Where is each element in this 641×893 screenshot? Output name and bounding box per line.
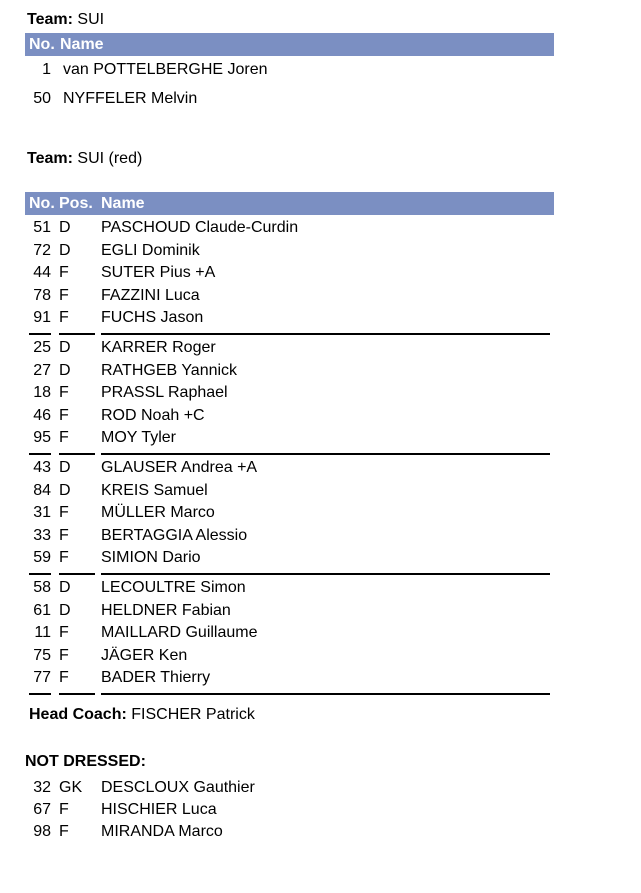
line-separator	[59, 333, 95, 335]
header-name: Name	[101, 195, 145, 212]
player-name: DESCLOUX Gauthier	[101, 779, 255, 796]
line-separator	[101, 453, 550, 455]
not-dressed-title-line	[25, 753, 146, 771]
player-name: GLAUSER Andrea +A	[101, 459, 258, 476]
line-separator	[59, 693, 95, 695]
player-position: F	[59, 646, 69, 664]
player-position: F	[59, 823, 69, 840]
player-number: 50	[33, 90, 51, 107]
player-position: F	[59, 504, 69, 521]
player-position: GK	[59, 779, 83, 796]
player-number: 11	[34, 624, 51, 641]
player-position: D	[59, 459, 71, 476]
player-name: BADER Thierry	[101, 669, 211, 686]
header-no: No.	[29, 36, 55, 53]
skater-row	[25, 549, 565, 571]
player-number: 18	[33, 384, 51, 401]
player-position: D	[59, 481, 71, 499]
player-name: ROD Noah +C	[101, 406, 205, 424]
player-number: 31	[33, 504, 51, 521]
skater-team-line	[27, 150, 142, 168]
line-separator	[29, 333, 51, 335]
player-number: 43	[33, 459, 51, 476]
player-name: FUCHS Jason	[101, 309, 204, 326]
player-number: 95	[33, 429, 51, 446]
not-dressed-row	[25, 801, 565, 823]
player-number: 44	[33, 264, 51, 281]
line-separator	[29, 693, 51, 695]
player-number: 98	[33, 823, 51, 840]
player-number: 51	[33, 219, 51, 236]
player-position: F	[59, 406, 69, 424]
player-number: 32	[33, 779, 51, 796]
player-name: BERTAGGIA Alessio	[101, 526, 248, 544]
player-name: JÄGER Ken	[101, 646, 188, 664]
player-name: PRASSL Raphael	[101, 384, 228, 401]
skater-row	[25, 624, 565, 646]
player-position: F	[59, 624, 69, 641]
skater-row	[25, 339, 565, 361]
line-separator	[101, 573, 550, 575]
skater-row	[25, 264, 565, 286]
player-number: 25	[33, 339, 51, 356]
header-no: No.	[29, 195, 55, 212]
skater-row	[25, 527, 565, 549]
skater-row	[25, 287, 565, 309]
goalie-row	[25, 61, 565, 83]
player-position: D	[59, 579, 71, 596]
goalie-table-header	[25, 33, 554, 56]
line-separator	[59, 573, 95, 575]
player-position: F	[59, 549, 69, 566]
line-separator	[59, 453, 95, 455]
player-number: 59	[33, 549, 51, 566]
player-number: 75	[33, 646, 51, 664]
player-position: F	[59, 309, 69, 326]
skater-row	[25, 482, 565, 504]
header-pos: Pos.	[59, 195, 93, 212]
player-name: NYFFELER Melvin	[63, 90, 198, 107]
player-position: F	[59, 429, 69, 446]
player-position: D	[59, 241, 71, 259]
player-number: 77	[33, 669, 51, 686]
skater-row	[25, 579, 565, 601]
player-name: MAILLARD Guillaume	[101, 624, 258, 641]
player-name: van POTTELBERGHE Joren	[63, 61, 268, 78]
not-dressed-row	[25, 779, 565, 801]
player-name: SUTER Pius +A	[101, 264, 216, 281]
player-number: 78	[33, 286, 51, 304]
skater-row	[25, 429, 565, 451]
skater-team-value: SUI (red)	[77, 150, 143, 167]
head-coach-value: FISCHER Patrick	[131, 706, 255, 723]
skater-row	[25, 647, 565, 669]
skater-row	[25, 504, 565, 526]
player-name: LECOULTRE Simon	[101, 579, 246, 596]
player-number: 58	[33, 579, 51, 596]
player-number: 84	[33, 481, 51, 499]
player-number: 67	[33, 801, 51, 818]
player-name: KARRER Roger	[101, 339, 216, 356]
skater-team-label: Team:	[27, 150, 73, 167]
player-number: 33	[33, 526, 51, 544]
skater-row	[25, 407, 565, 429]
skater-table-header	[25, 192, 554, 215]
player-number: 1	[42, 61, 51, 78]
header-name: Name	[60, 36, 104, 53]
player-position: F	[59, 526, 69, 544]
player-position: F	[59, 264, 69, 281]
player-name: FAZZINI Luca	[101, 286, 200, 304]
skater-row	[25, 219, 565, 241]
line-separator	[101, 693, 550, 695]
goalie-team-value: SUI	[77, 11, 105, 28]
player-name: MÜLLER Marco	[101, 504, 215, 521]
skater-row	[25, 242, 565, 264]
goalie-team-line	[27, 11, 104, 29]
player-number: 46	[33, 406, 51, 424]
player-name: HISCHIER Luca	[101, 801, 217, 818]
line-separator	[29, 453, 51, 455]
head-coach-line	[29, 706, 255, 724]
player-name: MOY Tyler	[101, 429, 176, 446]
player-name: KREIS Samuel	[101, 481, 208, 499]
player-position: F	[59, 286, 69, 304]
skater-row	[25, 362, 565, 384]
player-name: MIRANDA Marco	[101, 823, 223, 840]
player-position: D	[59, 361, 71, 379]
skater-row	[25, 459, 565, 481]
player-position: F	[59, 384, 69, 401]
not-dressed-title: NOT DRESSED:	[25, 753, 146, 770]
head-coach-label: Head Coach:	[29, 706, 127, 723]
player-name: PASCHOUD Claude-Curdin	[101, 219, 299, 236]
skater-row	[25, 384, 565, 406]
player-number: 61	[33, 601, 51, 619]
player-position: D	[59, 339, 71, 356]
player-number: 27	[33, 361, 51, 379]
goalie-row	[25, 90, 565, 112]
goalie-team-label: Team:	[27, 11, 73, 28]
player-name: SIMION Dario	[101, 549, 201, 566]
player-number: 91	[33, 309, 51, 326]
skater-row	[25, 602, 565, 624]
player-position: D	[59, 601, 71, 619]
player-name: EGLI Dominik	[101, 241, 200, 259]
skater-row	[25, 669, 565, 691]
not-dressed-row	[25, 823, 565, 845]
player-position: D	[59, 219, 71, 236]
line-separator	[101, 333, 550, 335]
player-name: HELDNER Fabian	[101, 601, 231, 619]
line-separator	[29, 573, 51, 575]
player-position: F	[59, 669, 69, 686]
player-position: F	[59, 801, 69, 818]
player-number: 72	[33, 241, 51, 259]
player-name: RATHGEB Yannick	[101, 361, 238, 379]
skater-row	[25, 309, 565, 331]
